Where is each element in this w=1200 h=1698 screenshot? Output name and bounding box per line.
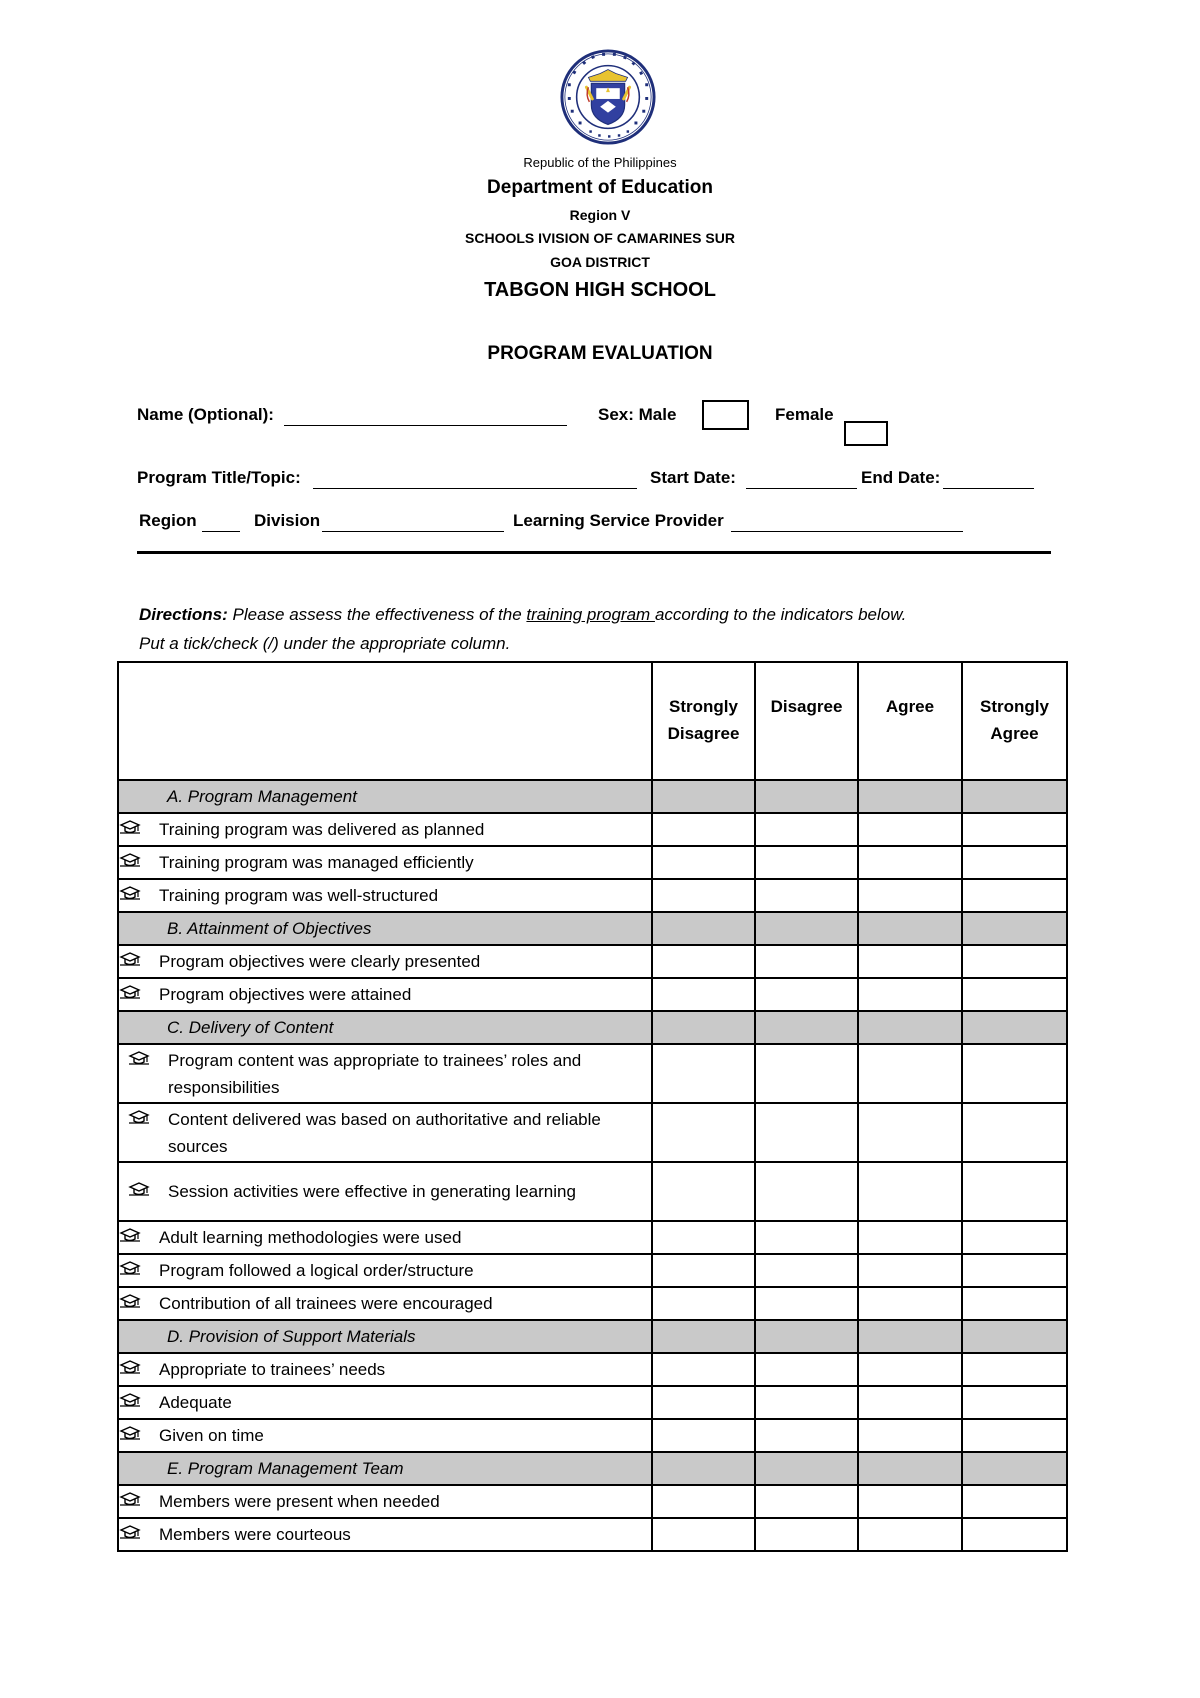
indicator-wrap [119,1488,651,1515]
indicator-wrap [119,882,651,909]
rating-cell-disagree[interactable] [755,1386,858,1419]
section-shaded-cell [858,1320,962,1353]
rating-cell-agree[interactable] [858,1353,962,1386]
name-field[interactable] [284,425,567,426]
end-date-field[interactable] [943,488,1034,489]
table-header-row [118,662,1067,780]
rating-cell-strongly-agree[interactable] [962,1103,1067,1162]
col-disagree [755,662,858,780]
section-shaded-cell [962,1452,1067,1485]
indicator-wrap [128,1047,651,1101]
school-name: TABGON HIGH SCHOOL [484,279,716,301]
indicator-row [118,1386,1067,1419]
indicator-wrap [119,1224,651,1251]
indicator-wrap [128,1106,651,1160]
rating-cell-strongly-agree[interactable] [962,879,1067,912]
section-shaded-cell [962,1011,1067,1044]
rating-cell-disagree[interactable] [755,978,858,1011]
rating-cell-strongly-disagree[interactable] [652,1287,755,1320]
section-title: C. Delivery of Content [118,1011,652,1044]
rating-cell-strongly-disagree[interactable] [652,1044,755,1103]
indicator-row [118,879,1067,912]
mortarboard-icon [119,885,141,901]
rating-cell-disagree[interactable] [755,1162,858,1221]
mortarboard-icon [119,1425,141,1441]
indicator-text: Adequate [159,1393,232,1412]
col-strongly-agree-line1: Strongly [980,697,1049,716]
rating-cell-agree[interactable] [858,1386,962,1419]
section-row [118,912,1067,945]
indicator-cell [118,1485,652,1518]
indicator-row [118,1518,1067,1551]
indicator-text: Content delivered was based on authoritative and reliable sources [168,1109,601,1156]
indicator-row [118,1221,1067,1254]
mortarboard-icon [119,1524,141,1540]
rating-cell-strongly-agree[interactable] [962,1353,1067,1386]
col-strongly-agree-line2: Agree [990,724,1039,743]
indicator-text: Contribution of all trainees were encouraged [159,1294,493,1313]
indicator-cell [118,1353,652,1386]
directions-text-before: Please assess the effectiveness of the [227,605,527,624]
rating-cell-strongly-disagree[interactable] [652,945,755,978]
indicator-text: Given on time [159,1426,264,1445]
deped-seal-logo [559,48,657,146]
section-shaded-cell [755,1011,858,1044]
republic-line: Republic of the Philippines [523,155,677,170]
section-row [118,780,1067,813]
indicator-text: Program objectives were attained [159,985,412,1004]
rating-cell-strongly-agree[interactable] [962,945,1067,978]
indicator-cell [118,879,652,912]
section-shaded-cell [962,780,1067,813]
indicator-text: Program followed a logical order/structure [159,1261,474,1280]
mortarboard-icon [119,1491,141,1507]
indicator-wrap [119,816,651,843]
mortarboard-icon [119,1293,141,1309]
mortarboard-icon [119,1260,141,1276]
rating-cell-agree[interactable] [858,1103,962,1162]
region-name: Region V [569,207,631,223]
rating-cell-agree[interactable] [858,879,962,912]
section-shaded-cell [755,1320,858,1353]
directions-text-after: according to the indicators below. [654,605,907,624]
rating-cell-agree[interactable] [858,945,962,978]
section-shaded-cell [755,1452,858,1485]
rating-cell-disagree[interactable] [755,813,858,846]
indicator-text: Adult learning methodologies were used [159,1228,462,1247]
indicator-cell [118,1221,652,1254]
rating-cell-disagree[interactable] [755,1044,858,1103]
rating-cell-strongly-disagree[interactable] [652,978,755,1011]
rating-cell-strongly-agree[interactable] [962,1162,1067,1221]
region-field[interactable] [202,531,240,532]
mortarboard-icon [119,1392,141,1408]
indicator-row [118,1287,1067,1320]
section-shaded-cell [755,912,858,945]
section-shaded-cell [858,780,962,813]
start-date-field[interactable] [746,488,857,489]
mortarboard-icon [119,951,141,967]
section-shaded-cell [962,1320,1067,1353]
district-name: GOA DISTRICT [550,254,650,270]
rating-cell-agree[interactable] [858,1485,962,1518]
section-row [118,1320,1067,1353]
section-title: D. Provision of Support Materials [118,1320,652,1353]
name-label: Name (Optional): [137,405,274,424]
col-agree-label: Agree [885,697,935,716]
mortarboard-icon [119,852,141,868]
indicator-cell [118,813,652,846]
directions-line-1 [139,605,906,625]
rating-cell-strongly-disagree[interactable] [652,1162,755,1221]
indicator-text: Program objectives were clearly presented [159,952,481,971]
region-label: Region [139,511,197,530]
female-label: Female [775,405,834,424]
department-name: Department of Education [487,177,713,198]
directions-label: Directions: [139,605,228,624]
indicator-wrap [119,1422,651,1449]
indicator-text: Training program was well-structured [159,886,439,905]
mortarboard-icon [128,1050,150,1066]
col-strongly-disagree [652,662,755,780]
col-disagree-label: Disagree [770,697,843,716]
section-shaded-cell [962,912,1067,945]
indicator-text: Session activities were effective in generating learning [168,1182,576,1201]
rating-cell-disagree[interactable] [755,1221,858,1254]
directions-underlined: training program [526,605,655,624]
indicator-row [118,1419,1067,1452]
rating-cell-disagree[interactable] [755,1103,858,1162]
rating-cell-agree[interactable] [858,1221,962,1254]
indicator-row [118,1103,1067,1162]
header-divider [137,551,1051,554]
rating-cell-agree[interactable] [858,846,962,879]
form-title: PROGRAM EVALUATION [487,343,713,364]
division-field[interactable] [322,531,504,532]
section-shaded-cell [652,1011,755,1044]
mortarboard-icon [119,1359,141,1375]
indicator-row [118,1353,1067,1386]
section-shaded-cell [858,1011,962,1044]
rating-cell-agree[interactable] [858,978,962,1011]
rating-cell-agree[interactable] [858,1044,962,1103]
col-strongly-disagree-line2: Disagree [667,724,740,743]
indicator-wrap [119,1521,651,1548]
col-strongly-disagree-line1: Strongly [669,697,738,716]
rating-cell-strongly-agree[interactable] [962,978,1067,1011]
rating-cell-strongly-disagree[interactable] [652,1485,755,1518]
rating-cell-strongly-agree[interactable] [962,1287,1067,1320]
rating-cell-disagree[interactable] [755,1518,858,1551]
col-agree [858,662,962,780]
end-date-label: End Date: [861,468,941,487]
female-checkbox[interactable] [844,421,888,446]
rating-cell-strongly-disagree[interactable] [652,879,755,912]
indicator-wrap [128,1178,651,1205]
rating-cell-disagree[interactable] [755,1485,858,1518]
rating-cell-strongly-disagree[interactable] [652,1221,755,1254]
section-shaded-cell [652,1320,755,1353]
rating-cell-strongly-agree[interactable] [962,1485,1067,1518]
indicator-cell [118,978,652,1011]
mortarboard-icon [119,1227,141,1243]
rating-cell-agree[interactable] [858,813,962,846]
rating-cell-agree[interactable] [858,1254,962,1287]
section-shaded-cell [652,780,755,813]
section-shaded-cell [652,912,755,945]
rating-cell-agree[interactable] [858,1419,962,1452]
indicator-wrap [119,849,651,876]
rating-cell-disagree[interactable] [755,1287,858,1320]
rating-cell-strongly-disagree[interactable] [652,1254,755,1287]
evaluation-table [117,661,1068,1552]
indicator-row [118,1254,1067,1287]
indicator-text: Program content was appropriate to trainees’ roles and responsibilities [168,1050,582,1097]
indicator-header-cell [118,662,652,780]
section-shaded-cell [652,1452,755,1485]
division-label: Division [254,511,321,530]
rating-cell-disagree[interactable] [755,1254,858,1287]
indicator-row [118,945,1067,978]
indicator-text: Training program was managed efficiently [159,853,474,872]
rating-cell-disagree[interactable] [755,846,858,879]
directions-line-2: Put a tick/check (/) under the appropriate column. [139,634,511,653]
indicator-cell [118,1044,652,1103]
rating-cell-agree[interactable] [858,1518,962,1551]
male-checkbox[interactable] [702,400,749,430]
indicator-cell [118,1419,652,1452]
rating-cell-strongly-agree[interactable] [962,1221,1067,1254]
rating-cell-strongly-agree[interactable] [962,846,1067,879]
rating-cell-strongly-disagree[interactable] [652,846,755,879]
mortarboard-icon [128,1109,150,1125]
indicator-wrap [119,1290,651,1317]
indicator-wrap [119,948,651,975]
indicator-cell [118,1103,652,1162]
section-title: A. Program Management [118,780,652,813]
indicator-text: Training program was delivered as planned [159,820,485,839]
sex-label: Sex: Male [598,405,677,424]
rating-cell-agree[interactable] [858,1162,962,1221]
rating-cell-strongly-agree[interactable] [962,1254,1067,1287]
rating-cell-strongly-disagree[interactable] [652,1419,755,1452]
rating-cell-strongly-agree[interactable] [962,813,1067,846]
indicator-cell [118,1287,652,1320]
mortarboard-icon [119,819,141,835]
indicator-cell [118,1162,652,1221]
indicator-text: Members were present when needed [159,1492,440,1511]
section-shaded-cell [858,912,962,945]
rating-cell-strongly-disagree[interactable] [652,1353,755,1386]
indicator-row [118,1044,1067,1103]
provider-label: Learning Service Provider [513,511,724,530]
section-row [118,1011,1067,1044]
indicator-row [118,846,1067,879]
provider-field[interactable] [731,531,963,532]
program-title-label: Program Title/Topic: [137,468,301,487]
program-title-field[interactable] [313,488,637,489]
rating-cell-strongly-disagree[interactable] [652,1518,755,1551]
mortarboard-icon [119,984,141,1000]
indicator-cell [118,1254,652,1287]
rating-cell-strongly-agree[interactable] [962,1419,1067,1452]
section-shaded-cell [755,780,858,813]
section-row [118,1452,1067,1485]
rating-cell-agree[interactable] [858,1287,962,1320]
rating-cell-strongly-disagree[interactable] [652,1386,755,1419]
indicator-wrap [119,1389,651,1416]
section-title: B. Attainment of Objectives [118,912,652,945]
start-date-label: Start Date: [650,468,736,487]
indicator-cell [118,1386,652,1419]
indicator-text: Members were courteous [159,1525,351,1544]
indicator-row [118,1162,1067,1221]
indicator-row [118,1485,1067,1518]
rating-cell-strongly-agree[interactable] [962,1044,1067,1103]
indicator-row [118,813,1067,846]
rating-cell-strongly-agree[interactable] [962,1386,1067,1419]
section-shaded-cell [858,1452,962,1485]
indicator-text: Appropriate to trainees’ needs [159,1360,386,1379]
indicator-cell [118,945,652,978]
indicator-wrap [119,1356,651,1383]
rating-cell-disagree[interactable] [755,1419,858,1452]
indicator-wrap [119,1257,651,1284]
rating-cell-strongly-agree[interactable] [962,1518,1067,1551]
indicator-wrap [119,981,651,1008]
indicator-cell [118,846,652,879]
indicator-row [118,978,1067,1011]
indicator-cell [118,1518,652,1551]
division-name: SCHOOLS IVISION OF CAMARINES SUR [465,230,735,246]
rating-cell-strongly-disagree[interactable] [652,1103,755,1162]
mortarboard-icon [128,1181,150,1197]
rating-cell-strongly-disagree[interactable] [652,813,755,846]
col-strongly-agree [962,662,1067,780]
section-title: E. Program Management Team [118,1452,652,1485]
rating-cell-disagree[interactable] [755,945,858,978]
rating-cell-disagree[interactable] [755,879,858,912]
rating-cell-disagree[interactable] [755,1353,858,1386]
